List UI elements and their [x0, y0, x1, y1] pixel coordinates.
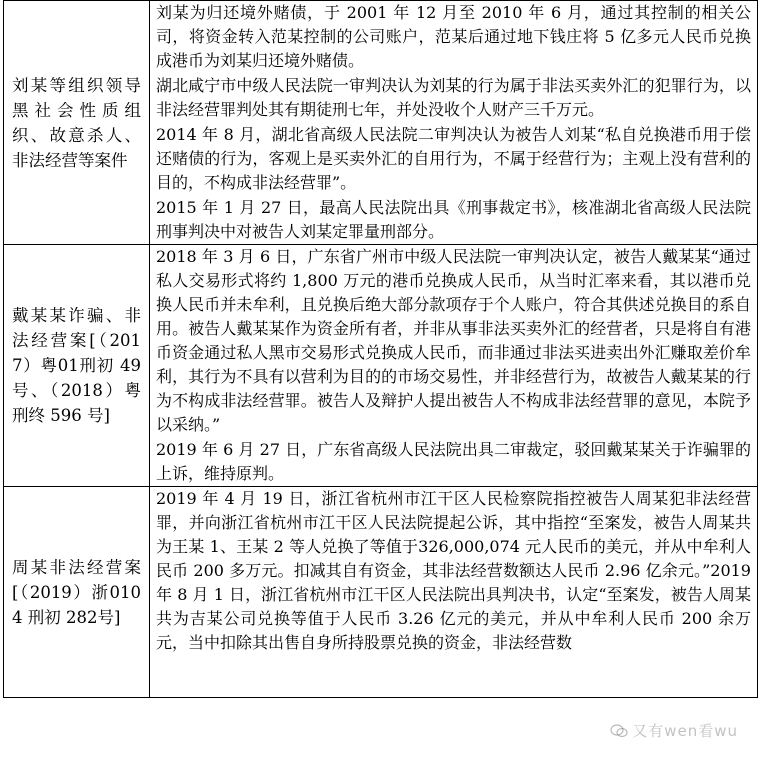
case-table	[3, 0, 758, 698]
watermark-text: 又有wen看wu	[632, 722, 738, 740]
case-paragraph: 湖北咸宁市中级人民法院一审判决认为刘某的行为属于非法买卖外汇的犯罪行为，以非法经营罪判处其有期徒刑七年，并处没收个人财产三千万元。	[156, 76, 751, 119]
case-name-cell	[4, 1, 150, 245]
case-name: 周某非法经营案[（2019）浙0104 刑初 282号]	[12, 557, 141, 627]
case-detail-cell	[150, 487, 758, 698]
case-paragraph: 2014 年 8 月，湖北省高级人民法院二审判决认为被告人刘某“私自兑换港币用于偿还赌债的行为，客观上是买卖外汇的自用行为，不属于经营行为；主观上没有营利的目的，不构成非法经营罪”。	[156, 125, 751, 192]
case-name-cell	[4, 487, 150, 698]
case-detail-cell	[150, 1, 758, 245]
case-paragraph: 刘某为归还境外赌债，于 2001 年 12 月至 2010 年 6 月，通过其控制的相关公司，将资金转入范某控制的公司账户，范某后通过地下钱庄将 5 亿多元人民币兑换成港币为刘某归还境外赌债。	[156, 3, 751, 70]
case-paragraph: 2015 年 1 月 27 日，最高人民法院出具《刑事裁定书》，核准湖北省高级人民法院刑事判决中对被告人刘某定罪量刑部分。	[156, 198, 751, 241]
table-row	[4, 1, 758, 245]
case-detail-cell	[150, 245, 758, 487]
watermark	[610, 720, 738, 741]
case-name: 戴某某诈骗、非法经营案[（2017）粤01刑初 49 号、（2018）粤刑终 596 号]	[12, 306, 141, 425]
case-paragraph: 2019 年 6 月 27 日，广东省高级人民法院出具二审裁定，驳回戴某某关于诈骗罪的上诉，维持原判。	[156, 440, 751, 483]
case-paragraph: 2019 年 4 月 19 日，浙江省杭州市江干区人民检察院指控被告人周某犯非法经营罪，并向浙江省杭州市江干区人民法院提起公诉，其中指控“至案发，被告人周某共为王某 1、王某 2 等人兑换了等值于326,000,074 元人民币的美元，并从中牟利人民币 200 多万元。扣减其自有资金，其非法经营数额达人民币 2.96 亿余元。”2019 年 8 月 1 日，浙江省杭州市江干区人民法院出具判决书，认定“至案发，被告人周某共为吉某公司兑换等值于人民币 3.26 亿元的美元，并从中牟利人民币 200 余万元，当中扣除其出售自身所持股票兑换的资金，非法经营数	[156, 489, 751, 652]
case-paragraph: 2018 年 3 月 6 日，广东省广州市中级人民法院一审判决认定，被告人戴某某“通过私人交易形式将约 1,800 万元的港币兑换成人民币，从当时汇率来看，其以港币兑换人民币并未牟利，且兑换后绝大部分款项存于个人账户，符合其供述兑换目的系自用。被告人戴某某作为资金所有者，并非从事非法买卖外汇的经营者，只是将自有港币资金通过私人黑市交易形式兑换成人民币，而非通过非法买进卖出外汇赚取差价牟利，其行为不具有以营利为目的的市场交易性，并非经营行为，故被告人戴某某的行为不构成非法经营罪。被告人及辩护人提出被告人不构成非法经营罪的意见，本院予以采纳。”	[156, 247, 751, 434]
case-name: 刘某等组织领导黑社会性质组织、故意杀人、非法经营等案件	[12, 75, 141, 170]
table-row	[4, 245, 758, 487]
wechat-icon	[610, 724, 628, 738]
table-row	[4, 487, 758, 698]
case-name-cell	[4, 245, 150, 487]
